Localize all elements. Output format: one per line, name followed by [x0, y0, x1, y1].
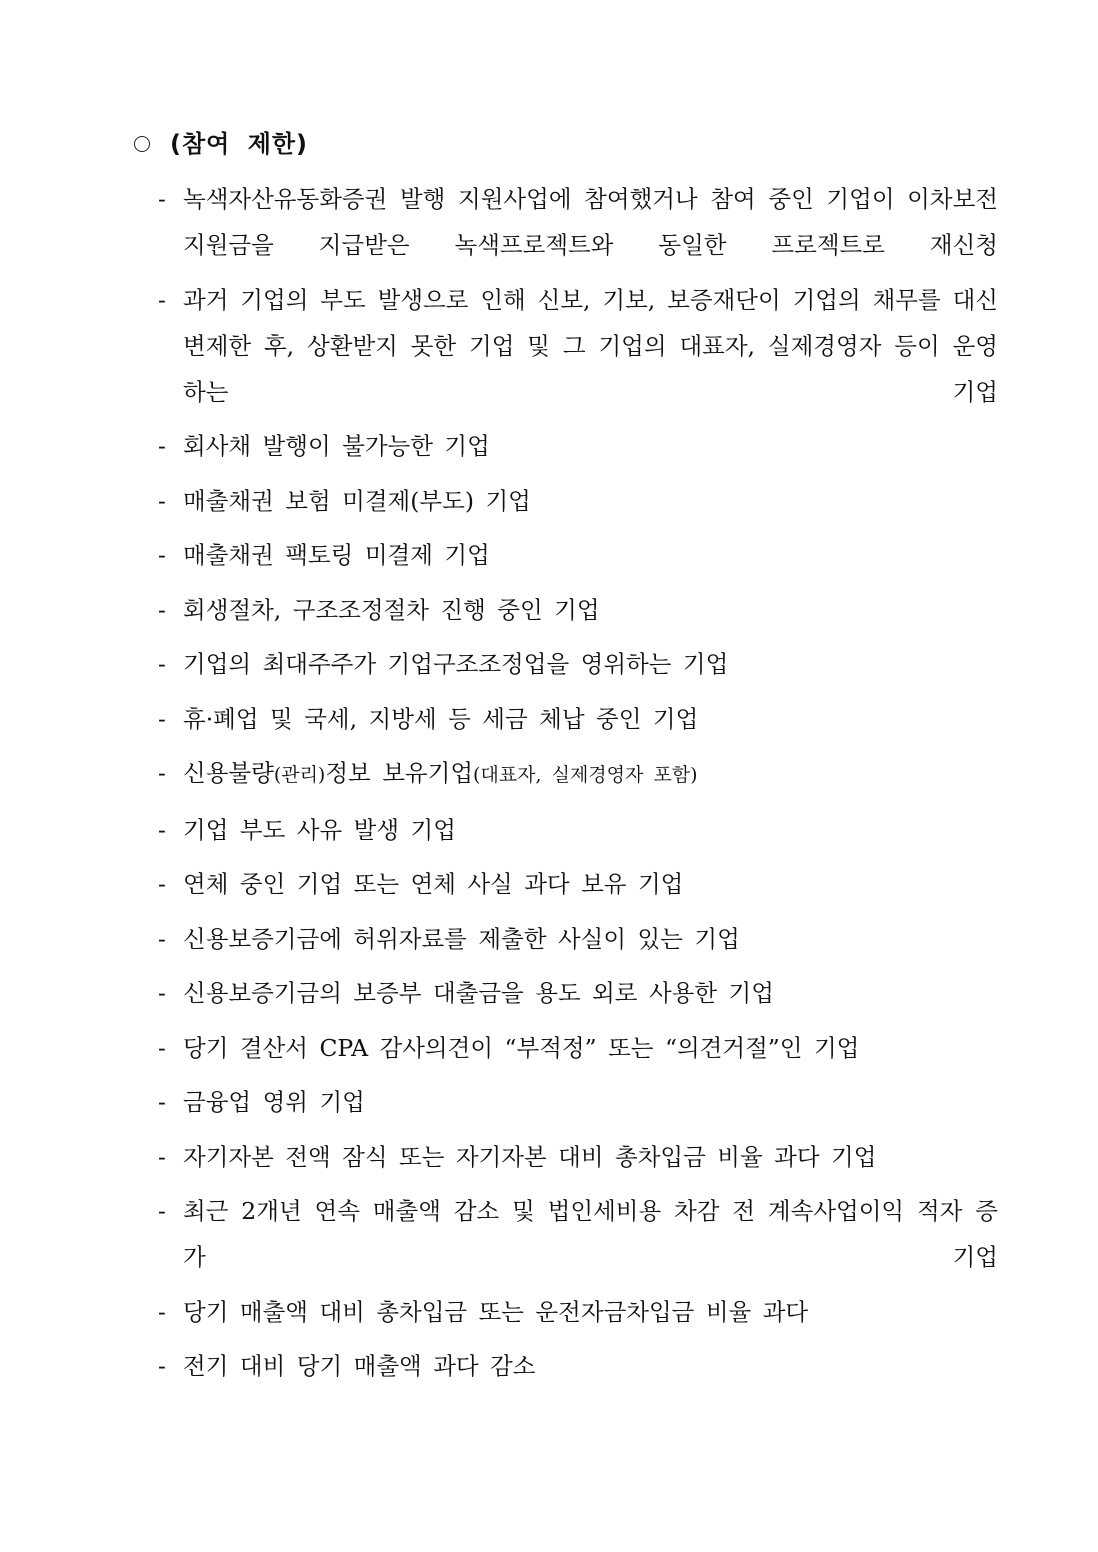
dash-bullet: -: [158, 1089, 166, 1115]
list-item-text: [183, 750, 998, 798]
dash-bullet: -: [158, 286, 166, 313]
white-circle-bullet-icon: [134, 136, 150, 152]
list-item: [158, 641, 998, 687]
list-item-text: 전기 대비 당기 매출액 과다 감소: [183, 1352, 536, 1380]
list-item-text: 기업 부도 사유 발생 기업: [183, 815, 456, 844]
list-item: [158, 1025, 998, 1071]
dash-bullet: -: [158, 433, 166, 459]
list-item: [158, 696, 998, 742]
dash-bullet: -: [158, 980, 166, 1006]
dash-bullet: -: [158, 1198, 166, 1224]
list-item-text: 최근 2개년 연속 매출액 감소 및 법인세비용 차감 전 계속사업이익 적자 증가 기업: [183, 1197, 998, 1271]
list-item: [158, 1343, 998, 1389]
list-item: [158, 1289, 998, 1335]
list-item-text: 당기 매출액 대비 총차입금 또는 운전자금차입금 비율 과다: [183, 1297, 809, 1326]
list-item-text: 녹색자산유동화증권 발행 지원사업에 참여했거나 참여 중인 기업이 이차보전 지원금을 지급받은 녹색프로젝트와 동일한 프로젝트로 재신청: [183, 185, 998, 259]
dash-bullet: -: [158, 760, 166, 786]
dash-bullet: -: [158, 487, 166, 514]
dash-bullet: -: [158, 705, 166, 732]
list-item-text: 회사채 발행이 불가능한 기업: [183, 432, 490, 460]
list-item-paren-note: (대표자, 실제경영자 포함): [473, 764, 698, 786]
list-item-text: 신용보증기금에 허위자료를 제출한 사실이 있는 기업: [183, 924, 740, 953]
dash-bullet: -: [158, 925, 166, 952]
list-item: [158, 1188, 998, 1280]
list-item-text-main: 신용불량: [183, 759, 274, 787]
list-item: [158, 1134, 998, 1180]
list-item: [158, 1079, 998, 1125]
list-item-text: 매출채권 팩토링 미결제 기업: [183, 541, 490, 569]
dash-bullet: -: [158, 1143, 166, 1170]
dash-bullet: -: [158, 871, 166, 897]
list-item: [158, 423, 998, 469]
list-item-text: 회생절차, 구조조정절차 진행 중인 기업: [183, 595, 600, 624]
section-heading: [134, 124, 308, 164]
dash-bullet: -: [158, 1353, 166, 1379]
dash-bullet: -: [158, 1034, 166, 1061]
list-item: [158, 532, 998, 578]
section-title: (참여 제한): [170, 130, 309, 158]
dash-bullet: -: [158, 596, 166, 623]
list-item-text: 과거 기업의 부도 발생으로 인해 신보, 기보, 보증재단이 기업의 채무를 대신 변제한 후, 상환받지 못한 기업 및 그 기업의 대표자, 실제경영자 등이 운영하는 기업: [183, 285, 998, 406]
list-item: [158, 176, 998, 268]
list-item-text: 당기 결산서 CPA 감사의견이 “부적정” 또는 “의견거절”인 기업: [183, 1033, 860, 1062]
list-item: [158, 277, 998, 415]
dash-bullet: -: [158, 186, 166, 212]
list-item-text: 연체 중인 기업 또는 연체 사실 과다 보유 기업: [183, 870, 684, 898]
restriction-list: [158, 176, 998, 1398]
list-item: [158, 970, 998, 1016]
list-item-text: 신용보증기금의 보증부 대출금을 용도 외로 사용한 기업: [183, 979, 774, 1007]
list-item-text-mid: 정보 보유기업: [325, 759, 474, 787]
dash-bullet: -: [158, 542, 166, 568]
list-item: [158, 916, 998, 962]
list-item-text: 금융업 영위 기업: [183, 1088, 365, 1116]
list-item: [158, 750, 998, 798]
list-item-text: 휴·폐업 및 국세, 지방세 등 세금 체납 중인 기업: [183, 704, 699, 733]
list-item-text: 자기자본 전액 잠식 또는 자기자본 대비 총차입금 비율 과다 기업: [183, 1142, 877, 1171]
list-item: [158, 478, 998, 524]
dash-bullet: -: [158, 651, 166, 677]
dash-bullet: -: [158, 816, 166, 843]
list-item-text: 매출채권 보험 미결제(부도) 기업: [183, 486, 531, 515]
list-item-text: 기업의 최대주주가 기업구조조정업을 영위하는 기업: [183, 650, 729, 678]
list-item-paren-note: (관리): [273, 764, 326, 786]
list-item: [158, 861, 998, 907]
list-item: [158, 807, 998, 853]
dash-bullet: -: [158, 1298, 166, 1325]
list-item: [158, 587, 998, 633]
